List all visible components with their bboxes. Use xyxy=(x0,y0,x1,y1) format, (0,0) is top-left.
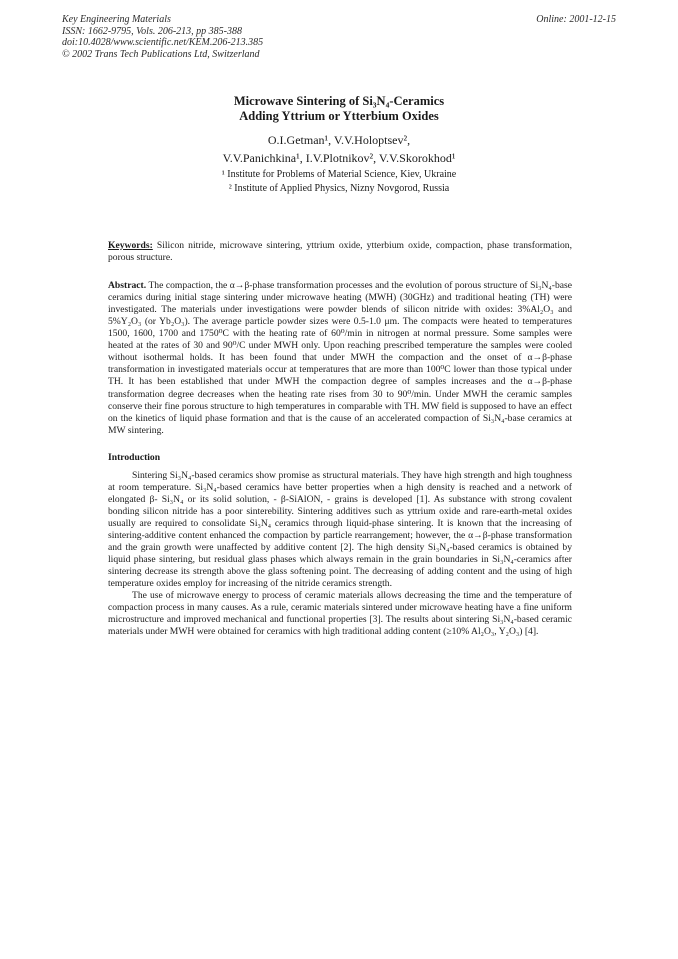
keywords-label: Keywords: xyxy=(108,240,153,251)
authors-line-1: O.I.Getman¹, V.V.Holoptsev², xyxy=(267,133,411,147)
author-list xyxy=(0,131,678,167)
online-date: Online: 2001-12-15 xyxy=(536,14,616,25)
abstract-text: The compaction, the α→β-phase transformation processes and the evolution of porous structure of Si₃N₄-base ceramics during initial stage sintering under microwave heating (MWH) (30GHz) and traditional heating (TH) were investigated. The materials under investigations were powder blends of silicon nitride with oxides: 3%Al₂O₃ and 5%Y₂O₃ (or Yb₂O₃). The average particle powder sizes were 0.5-1.0 μm. The compacts were heated to temperatures 1500, 1600, 1700 and 1750⁰C with the heating rate of 60⁰/min in nitrogen at normal pressure. Some samples were heated at the rates of 30 and 90⁰/C under MWH only. Upon reaching prescribed temperature the samples were cooled without isothermal holds. It has been found that under MWH the compaction and the onset of α→β-phase transformation in investigated materials occur at temperatures that are more than 100⁰C lower than those typical under TH. It has been established that under MWH the compaction degree of samples increases and the α→β-phase transformation degree decreases when the heating rate rises from 30 to 90⁰/min. Under MWH the ceramic samples conserve their fine porous structure to high temperatures in comparable with TH. MW field is supposed to have an effect on the kinetics of liquid phase formation and that is the cause of an accelerated compaction of Si₃N₄-base ceramics at MW sintering. xyxy=(108,280,572,436)
journal-header xyxy=(62,14,616,60)
keywords-text: Silicon nitride, microwave sintering, yttrium oxide, ytterbium oxide, compaction, phase transformation, porous structure. xyxy=(108,240,572,264)
introduction-paragraph-2: The use of microwave energy to process of ceramic materials allows decreasing the time and the temperature of compaction process in many causes. As a rule, ceramic materials sintered under microwave heating have a fine uniform microstructure and improved mechanical and functional properties [3]. The results about sintering Si₃N₄-based ceramic materials under MWH were obtained for ceramics with high traditional adding content (≥10% Al₂O₃, Y₂O₃) [4]. xyxy=(108,590,572,638)
title-block xyxy=(0,94,678,196)
introduction-heading: Introduction xyxy=(108,451,161,463)
affiliations xyxy=(0,168,678,196)
affiliation-1: ¹ Institute for Problems of Material Science, Kiev, Ukraine xyxy=(221,169,457,180)
journal-copyright: © 2002 Trans Tech Publications Ltd, Switzerland xyxy=(62,48,260,60)
abstract-label: Abstract. xyxy=(108,280,147,292)
keywords-paragraph xyxy=(108,240,572,264)
paper-body xyxy=(108,240,572,638)
abstract-paragraph xyxy=(108,280,572,437)
introduction-paragraph-1: Sintering Si₃N₄-based ceramics show promise as structural materials. They have high strength and high toughness at room temperature. Si₃N₄-based ceramics have better properties when a high density is reached and a network of elongated β- Si₃N₄ or its solid solution, - β-SiAlON, - grains is developed [1]. As substance with strong covalent bonding silicon nitride has a poor sinterebility. Sintering additives such as yttrium oxide and rare-earth-metal oxides usually are required to consolidate Si₃N₄ ceramics through liquid-phase sintering. It is known that the increasing of sintering-additive content enhanced the compaction by particle rearrangement; however, the α→β-phase transformation and the grain growth were unaffected by additive content [2]. The high density Si₃N₄-based ceramics is obtained by liquid phase sintering, but residual glass phases which always remain in the grain boundaries in Si₃N₄-ceramics after sintering decrease its strength above the glass softening point. The decreasing of adding content and the using of high temperature oxides employ for increasing of the nitride ceramics strength. xyxy=(108,469,572,590)
journal-name: Key Engineering Materials xyxy=(62,14,171,25)
affiliation-2: ² Institute of Applied Physics, Nizny Novgorod, Russia xyxy=(228,183,450,194)
journal-doi: doi:10.4028/www.scientific.net/KEM.206-213.385 xyxy=(62,37,264,48)
paper-title xyxy=(0,94,678,124)
journal-info xyxy=(62,14,616,60)
authors-line-2: V.V.Panichkina¹, I.V.Plotnikov², V.V.Skorokhod¹ xyxy=(222,151,456,165)
journal-issn: ISSN: 1662-9795, Vols. 206-213, pp 385-388 xyxy=(62,25,242,37)
title-line-2: Adding Yttrium or Ytterbium Oxides xyxy=(239,109,439,123)
title-line-1: Microwave Sintering of Si₃N₄-Ceramics xyxy=(233,94,445,108)
